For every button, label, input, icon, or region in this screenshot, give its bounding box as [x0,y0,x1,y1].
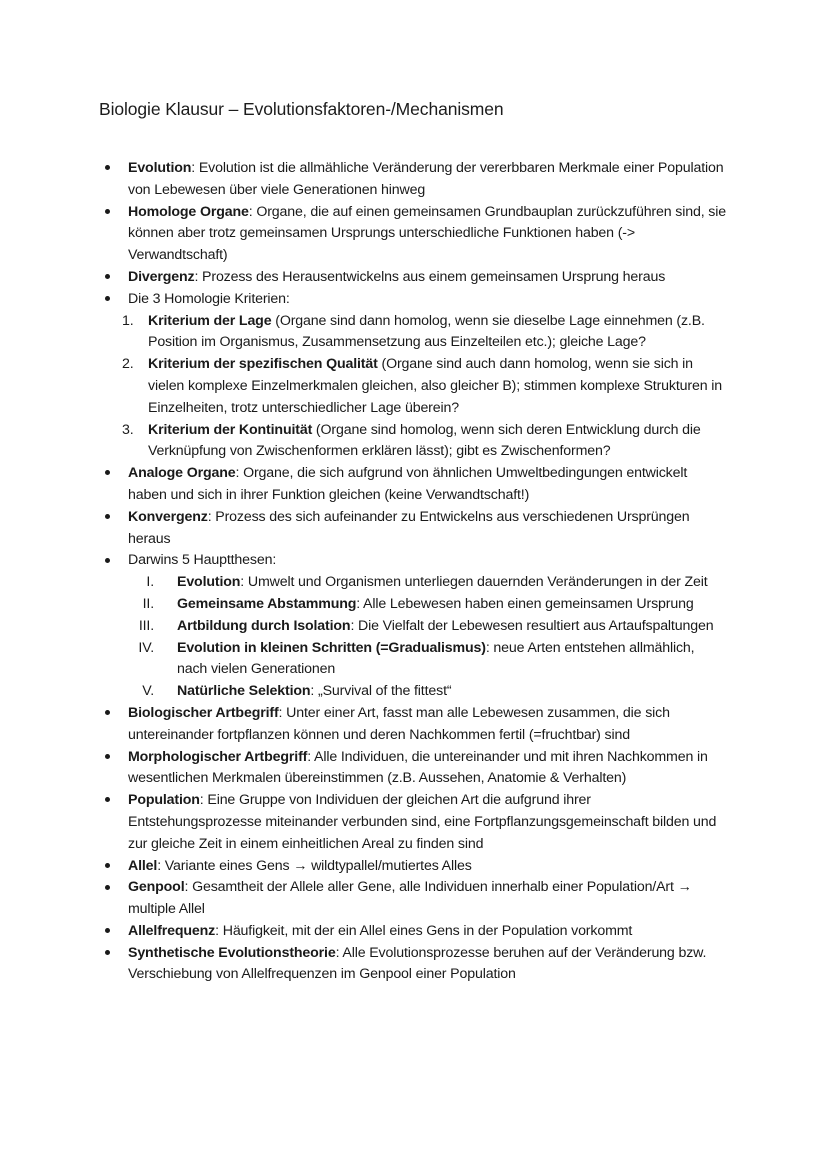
term: Population [128,792,200,809]
roman-number: II. [142,595,154,612]
bullet-icon [102,856,112,878]
bullet-icon [102,463,112,485]
list-item-homologie-kriterien [0,289,728,311]
criterion-item [0,420,728,464]
thesis-item [0,616,717,638]
definition: : Unter einer Art, fasst man alle Lebewesen zusammen, die sich untereinander fortpflanzen können und deren Nachkommen fertil (=fruchtbar) sind [128,704,670,743]
definition: : „Survival of the fittest“ [310,683,452,700]
term: Analoge Organe [128,465,236,482]
definition: : Gesamtheit der Allele aller Gene, alle Individuen innerhalb einer Population/Art → multiple Allel [128,879,692,918]
definition: : Prozess des Herausentwickelns aus einem gemeinsamen Ursprung heraus [194,268,666,285]
term: Morphologischer Artbegriff [128,748,308,765]
definition: : Prozess des sich aufeinander zu Entwickelns aus verschiedenen Ursprüngen heraus [128,508,690,547]
list-item-morphologischer-artbegriff [0,747,728,791]
criterion-item [0,354,728,419]
bullet-icon [102,550,112,572]
term: Allel [128,857,158,874]
roman-number: III. [138,617,154,634]
list-item-genpool [0,877,728,921]
definition: : Häufigkeit, mit der ein Allel eines Gens in der Population vorkommt [215,922,633,939]
list-item-darwins-hauptthesen [0,550,728,572]
list-item-divergenz [0,267,728,289]
list-item-population [0,790,728,855]
list-item-evolution [0,158,728,202]
bullet-icon [102,267,112,289]
definition-list [0,158,828,986]
term: Konvergenz [128,508,208,525]
definition: (Organe sind auch dann homolog, wenn sie sich in vielen komplexe Einzelmerkmalen gleichen, also gleicher B); stimmen komplexe Strukturen in Einzelheiten, trotz unterschiedlicher Lage überein? [148,356,722,416]
definition: (Organe sind homolog, wenn sich deren Entwicklung durch die Verknüpfung von Zwischenformen erklären lässt); gibt es Zwischenformen? [148,421,701,460]
bullet-icon [102,158,112,180]
definition: : Eine Gruppe von Individuen der gleichen Art die aufgrund ihrer Entstehungsprozesse miteinander verbunden sind, eine Fortpflanzungsgemeinschaft bilden und zur gleiche Zeit in einem einheitlichen Areal zu finden sind [128,792,717,852]
bullet-icon [102,507,112,529]
bullet-icon [102,202,112,224]
bullet-icon [102,943,112,965]
thesis-item [0,572,717,594]
definition: Darwins 5 Hauptthesen: [128,552,277,569]
list-item-homologe-organe [0,202,728,267]
term: Evolution [177,574,241,591]
term: Biologischer Artbegriff [128,704,279,721]
definition: : Die Vielfalt der Lebewesen resultiert aus Artaufspaltungen [350,617,714,634]
definition: : Evolution ist die allmähliche Veränderung der vererbbaren Merkmale einer Population von Lebewesen über viele Generationen hinweg [128,160,724,198]
definition: : Variante eines Gens → wildtypallel/mutiertes Alles [157,857,472,874]
bullet-icon [102,703,112,725]
term: Kriterium der Kontinuität [148,421,313,438]
list-item-biologischer-artbegriff [0,703,728,747]
term: Allelfrequenz [128,922,216,939]
definition: : Alle Individuen, die untereinander und mit ihren Nachkommen in wesentlichen Merkmalen übereinstimmen (z.B. Aussehen, Anatomie & Verhalten) [128,748,708,787]
list-item-synthetische-evolutionstheorie [0,943,728,987]
roman-number: IV. [138,639,154,656]
roman-number: I. [146,574,154,591]
bullet-icon [102,289,112,311]
definition: : Organe, die sich aufgrund von ähnlichen Umweltbedingungen entwickelt haben und sich in ihrer Funktion gleichen (keine Verwandtschaft!) [128,465,688,503]
definition: : Alle Lebewesen haben einen gemeinsamen Ursprung [356,595,694,612]
definition: Die 3 Homologie Kriterien: [128,290,290,307]
term: Evolution in kleinen Schritten (=Gradualismus) [177,639,486,656]
term: Kriterium der spezifischen Qualität [148,356,378,373]
term: Kriterium der Lage [148,312,272,329]
list-item-allel [0,856,728,878]
definition: : Alle Evolutionsprozesse beruhen auf der Veränderung bzw. Verschiebung von Allelfrequenzen im Genpool einer Population [128,944,707,983]
term: Homologe Organe [128,203,249,220]
bullet-icon [102,747,112,769]
thesis-item [0,638,717,682]
page-title: Biologie Klausur – Evolutionsfaktoren-/Mechanismen [99,99,504,119]
bullet-icon [102,877,112,899]
roman-number: V. [142,683,154,700]
term: Synthetische Evolutionstheorie [128,944,336,961]
term: Artbildung durch Isolation [177,617,351,634]
term: Natürliche Selektion [177,683,311,700]
list-number: 1. [122,312,134,329]
list-number: 3. [122,421,134,438]
definition: : Umwelt und Organismen unterliegen dauernden Veränderungen in der Zeit [240,574,708,591]
bullet-icon [102,790,112,812]
list-number: 2. [122,356,134,373]
list-item-analoge-organe [0,463,728,507]
definition: : neue Arten entstehen allmählich, nach vielen Generationen [177,639,695,678]
criterion-item [0,311,728,355]
term: Genpool [128,879,185,896]
bullet-icon [102,921,112,943]
list-item-konvergenz [0,507,728,551]
term: Divergenz [128,268,195,285]
thesis-item [0,681,717,703]
term: Gemeinsame Abstammung [177,595,357,612]
thesis-item [0,594,717,616]
term: Evolution [128,160,192,176]
list-item-allelfrequenz [0,921,728,943]
definition: : Organe, die auf einen gemeinsamen Grundbauplan zurückzuführen sind, sie können aber trotz gemeinsamen Ursprungs unterschiedliche Funktionen haben (-> Verwandtschaft) [128,203,726,264]
definition: (Organe sind dann homolog, wenn sie dieselbe Lage einnehmen (z.B. Position im Organismus, Zusammensetzung aus Einzelteilen etc.); gleiche Lage? [148,312,705,351]
